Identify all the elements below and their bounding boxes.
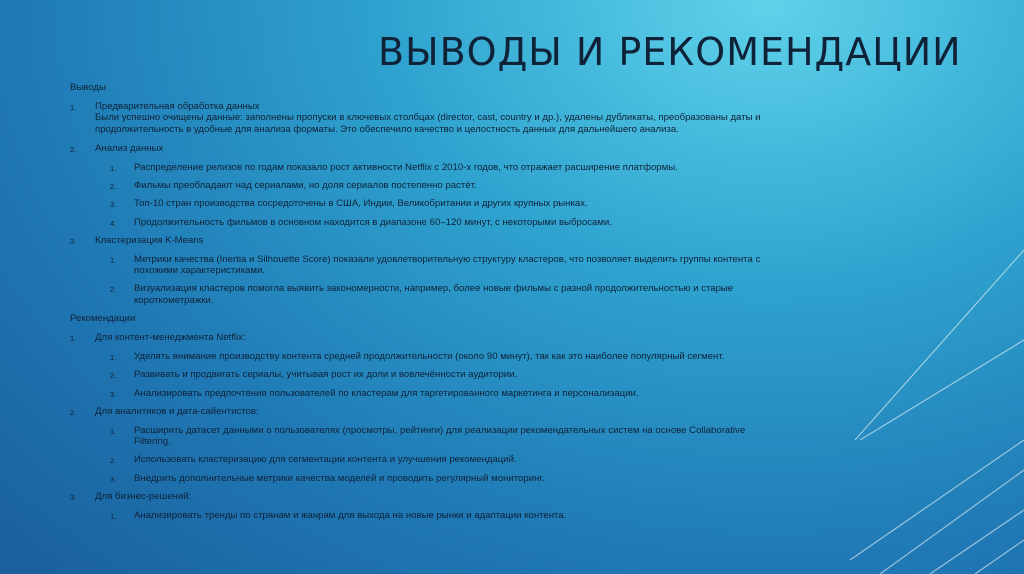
- list-number: 3.: [110, 200, 117, 210]
- conclusion-text: Были успешно очищены данные: заполнены пропуски в ключевых столбцах (director, cast, country и др.), удалены дубликаты, преобразованы даты и продолжительность в удобные для анализа форматы. Это обеспечило качество и целостность данных для дальнейшего анализа.: [95, 112, 761, 135]
- list-number: 2.: [70, 144, 77, 154]
- list-number: 2.: [70, 407, 77, 417]
- slide-title: ВЫВОДЫ И РЕКОМЕНДАЦИИ: [378, 30, 962, 74]
- list-item-text: Внедрить дополнительные метрики качества моделей и проводить регулярный мониторинг.: [134, 472, 545, 484]
- list-item-text: Визуализация кластеров помогла выявить закономерности, например, более новые фильмы с разной продолжительностью и старые короткометражки.: [134, 283, 734, 306]
- list-number: 1.: [110, 512, 117, 522]
- list-item: [70, 473, 770, 484]
- list-item: [70, 283, 770, 305]
- list-item: [70, 351, 770, 362]
- list-number: 1.: [110, 353, 117, 363]
- list-item-text: Метрики качества (Inertia и Silhouette Score) показали удовлетворительную структуру кластеров, что позволяет выделить группы контента с похожими характеристиками.: [134, 254, 761, 277]
- slide-content: [70, 82, 770, 528]
- list-item-text: Расширить датасет данными о пользователях (просмотры, рейтинги) для реализации рекомендательных систем на основе Collaborative Filtering.: [134, 425, 746, 448]
- list-item-text: Анализировать предпочтения пользователей по кластерам для таргетированного маркетинга и персонализации.: [134, 387, 639, 399]
- list-item-text: Уделять внимание производству контента средней продолжительности (около 90 минут), так как это наиболее популярный сегмент.: [134, 351, 725, 363]
- list-item: [70, 388, 770, 399]
- list-number: 2.: [110, 285, 117, 295]
- list-number: 3.: [110, 389, 117, 399]
- conclusion-title: Кластеризация K-Means: [95, 234, 204, 246]
- list-number: 3.: [110, 474, 117, 484]
- recommendation-item-3: [70, 491, 770, 502]
- list-item-text: Анализировать тренды по странам и жанрам для выхода на новые рынки и адаптации контента.: [134, 510, 567, 522]
- list-item: [70, 198, 770, 209]
- list-item-text: Фильмы преобладают над сериалами, но доля сериалов постепенно растёт.: [134, 180, 477, 192]
- recommendations-heading: Рекомендации: [70, 312, 136, 324]
- conclusion-item-2: [70, 143, 770, 154]
- list-item-text: Топ-10 стран производства сосредоточены в США, Индии, Великобритании и других крупных рынках.: [134, 198, 588, 210]
- list-item-text: Использовать кластеризацию для сегментации контента и улучшения рекомендаций.: [134, 454, 517, 466]
- list-item: [70, 454, 770, 465]
- list-item: [70, 180, 770, 191]
- list-item: [70, 369, 770, 380]
- list-item: [70, 510, 770, 521]
- conclusion-title: Предварительная обработка данных: [95, 101, 260, 113]
- list-number: 1.: [110, 427, 117, 437]
- recommendation-item-2: [70, 406, 770, 417]
- list-number: 1.: [70, 334, 77, 344]
- list-number: 1.: [110, 164, 117, 174]
- recommendation-title: Для контент-менеджмента Netflix:: [95, 332, 246, 344]
- list-number: 2.: [110, 456, 117, 466]
- list-item-text: Продолжительность фильмов в основном находится в диапазоне 60–120 минут, с некоторыми выбросами.: [134, 216, 612, 228]
- conclusion-item-3: [70, 235, 770, 246]
- list-number: 1.: [70, 103, 77, 113]
- list-number: 3.: [70, 236, 77, 246]
- recommendation-title: Для аналитиков и дата-сайентистов:: [95, 405, 259, 417]
- list-number: 2.: [110, 182, 117, 192]
- conclusion-item-1: [70, 101, 770, 135]
- list-item: [70, 254, 770, 276]
- list-number: 1.: [110, 256, 117, 266]
- list-number: 3.: [70, 492, 77, 502]
- recommendation-title: Для бизнес-решений:: [95, 490, 192, 502]
- list-item: [70, 162, 770, 173]
- conclusions-heading: Выводы: [70, 82, 106, 93]
- list-item: [70, 217, 770, 228]
- list-number: 4.: [110, 218, 117, 228]
- list-item: [70, 425, 770, 447]
- conclusion-title: Анализ данных: [95, 142, 164, 154]
- list-item-text: Распределение релизов по годам показало рост активности Netflix с 2010-х годов, что отражает расширение платформы.: [134, 162, 678, 174]
- recommendation-item-1: [70, 332, 770, 343]
- list-item-text: Развивать и продвигать сериалы, учитывая рост их доли и вовлечённости аудитории.: [134, 369, 518, 381]
- list-number: 2.: [110, 371, 117, 381]
